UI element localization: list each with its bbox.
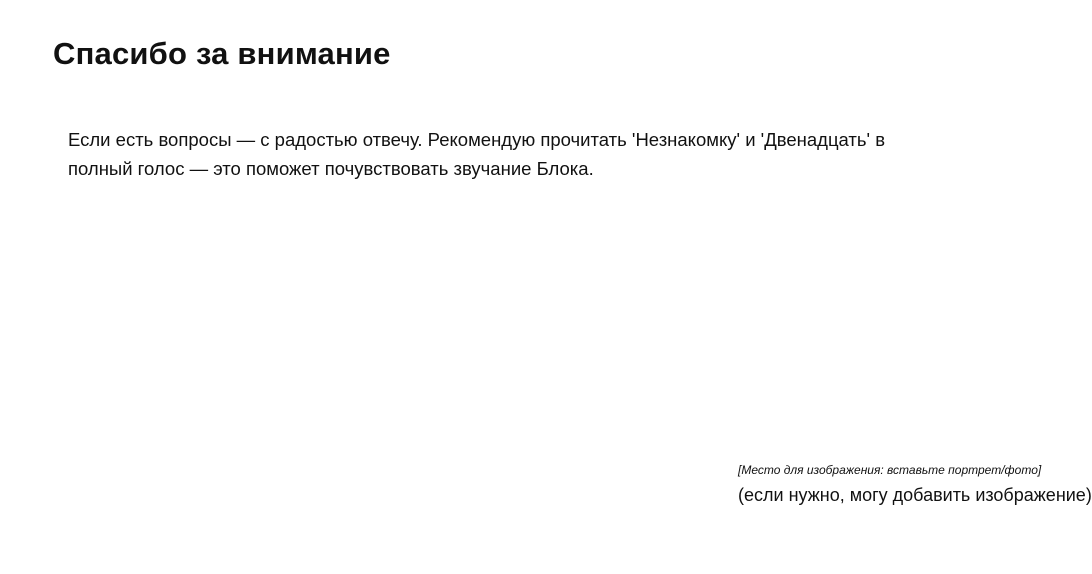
slide-body-text: Если есть вопросы — с радостью отвечу. Рекомендую прочитать 'Незнакомку' и 'Двенадцать' в полный голос — это поможет почувствовать звучание Блока.	[68, 129, 886, 179]
image-placeholder-note: [Место для изображения: вставьте портрет/фото]	[738, 463, 1042, 477]
slide-title: Спасибо за внимание	[53, 36, 391, 71]
image-placeholder-offer: (если нужно, могу добавить изображение)	[738, 485, 1092, 505]
image-placeholder	[738, 462, 1092, 522]
